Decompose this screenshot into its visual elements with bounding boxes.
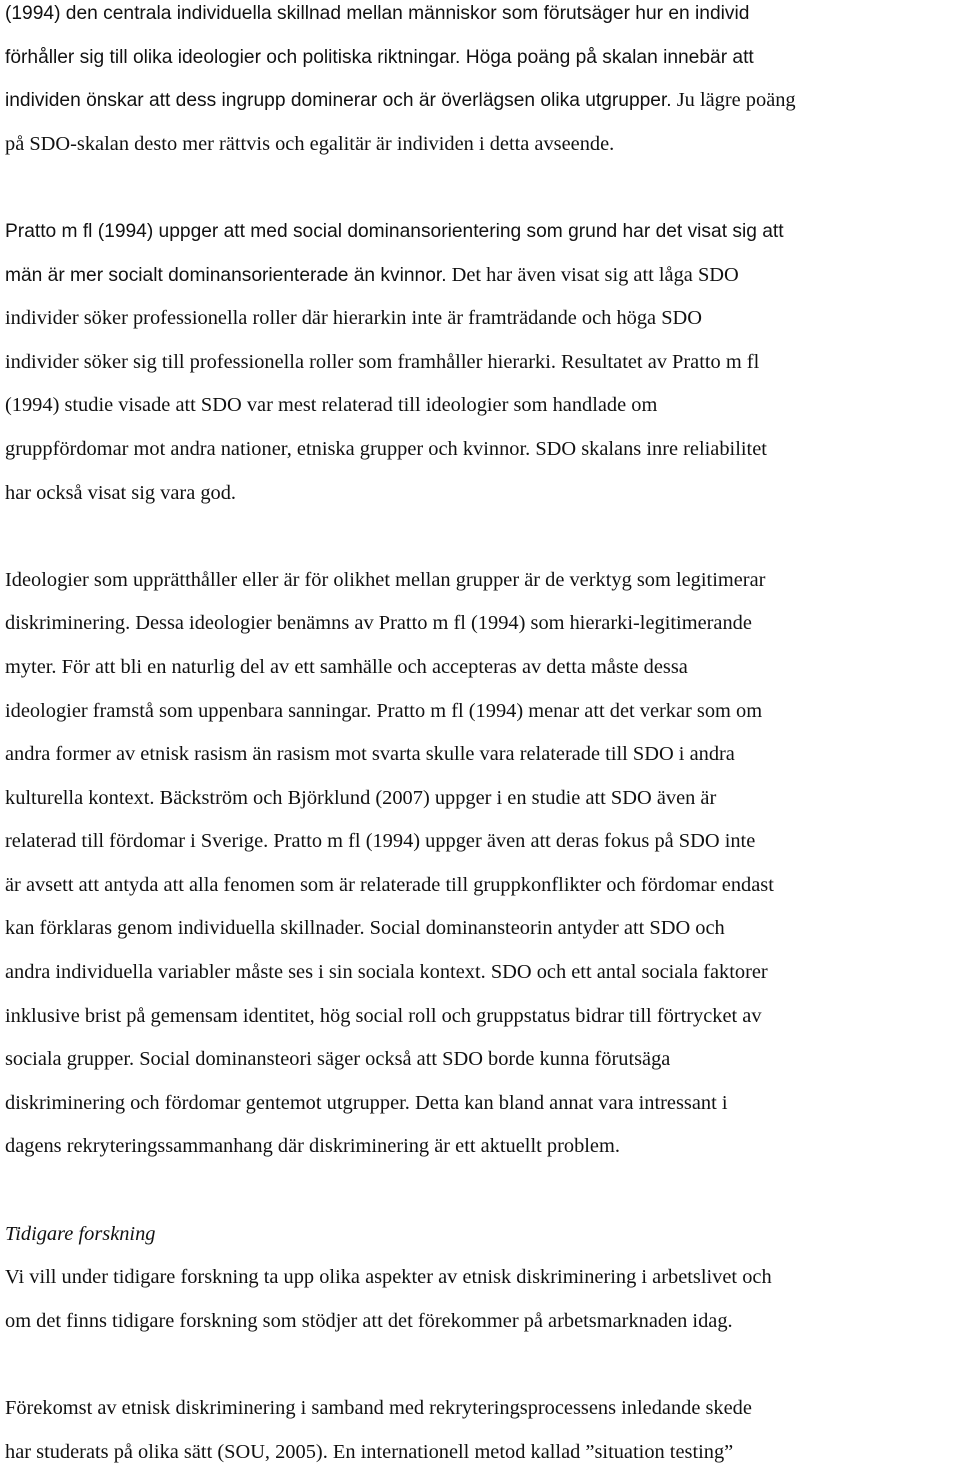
paragraph-sdo-definition-serif-text: Ju lägre poäng på SDO-skalan desto mer rättvis och egalitär är individen i detta avseende. xyxy=(5,89,796,155)
paragraph-gap xyxy=(5,1169,960,1213)
paragraph-previous-research-intro: Vi vill under tidigare forskning ta upp olika aspekter av etnisk diskriminering i arbetslivet och om det finns tidigare forskning som stödjer att det förekommer på arbetsmarknaden idag. xyxy=(5,1266,772,1332)
paragraph-discrimination-occurrence: Förekomst av etnisk diskriminering i samband med rekryteringsprocessens inledande skede har studerats på olika sätt (SOU, 2005). En internationell metod kallad ”situation testing” xyxy=(5,1397,752,1463)
section-heading-tidigare-forskning: Tidigare forskning xyxy=(5,1222,156,1245)
document-page xyxy=(5,0,960,1474)
paragraph-gap xyxy=(5,166,960,210)
paragraph-ideologies: Ideologier som upprätthåller eller är för olikhet mellan grupper är de verktyg som legitimerar diskriminering. Dessa ideologier benämns av Pratto m fl (1994) som hierarki-legitimerande myter. För att bli en naturlig del av ett samhälle och accepteras av detta måste dessa ideologier framstå som uppenbara sanningar. Pratto m fl (1994) menar att det verkar som om andra former av etnisk rasism än rasism mot svarta skulle vara relaterade till SDO i andra kulturella kontext. Bäckström och Björklund (2007) uppger i en studie att SDO även är relaterad till fördomar i Sverige. Pratto m fl (1994) uppger även att deras fokus på SDO inte är avsett att antyda att alla fenomen som är relaterade till gruppkonflikter och fördomar endast kan förklaras genom individuella skillnader. Social dominansteorin antyder att SDO och andra individuella variabler måste ses i sin sociala kontext. SDO och ett antal sociala faktorer inklusive brist på gemensam identitet, hög social roll och gruppstatus bidrar till förtrycket av sociala grupper. Social dominansteori säger också att SDO borde kunna förutsäga diskriminering och fördomar gentemot utgrupper. Detta kan bland annat vara intressant i dagens rekryteringssammanhang där diskriminering är ett aktuellt problem. xyxy=(5,568,774,1158)
paragraph-sdo-definition-sans-text: (1994) den centrala individuella skillnad mellan människor som förutsäger hur en individ förhåller sig till olika ideologier och politiska riktningar. Höga poäng på skalan innebär att individen önskar att dess ingrupp dominerar och är överlägsen olika utgrupper. xyxy=(5,3,754,112)
paragraph-gap xyxy=(5,1343,960,1387)
paragraph-pratto-findings xyxy=(5,210,960,515)
paragraph-gap xyxy=(5,515,960,559)
paragraph-pratto-findings-serif-text: Det har även visat sig att låga SDO individer söker professionella roller där hierarkin inte är framträdande och höga SDO individer söker sig till professionella roller som framhåller hierarki. Resultatet av Pratto m fl (1994) studie visade att SDO var mest relaterad till ideologier som handlade om gruppfördomar mot andra nationer, etniska grupper och kvinnor. SDO skalans inre reliabilitet har också visat sig vara god. xyxy=(5,263,767,504)
paragraph-pratto-findings-sans-text: Pratto m fl (1994) uppger att med social dominansorientering som grund har det visat sig att män är mer socialt dominansorienterade än kvinnor. xyxy=(5,220,784,286)
paragraph-sdo-definition xyxy=(5,0,960,166)
